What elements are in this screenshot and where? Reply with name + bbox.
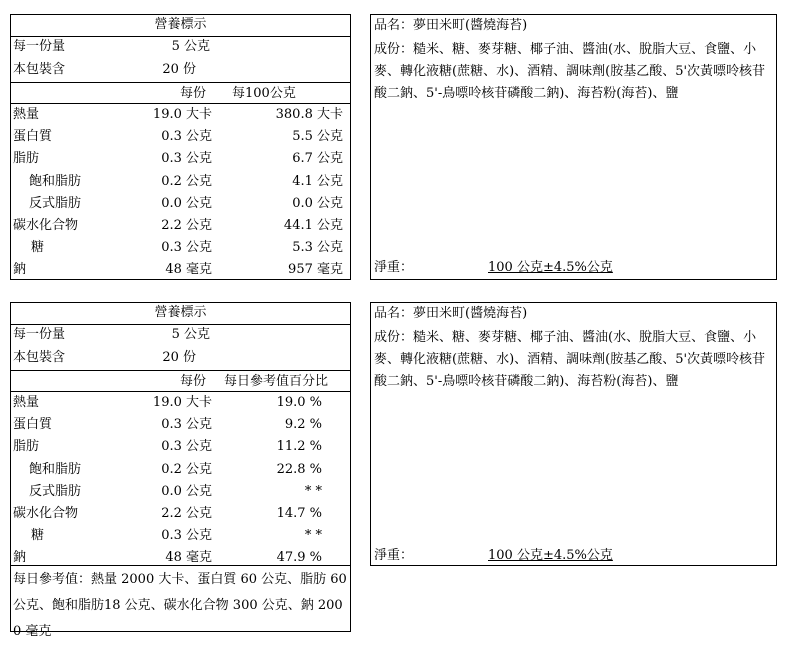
ingredients-text: 成份：糙米、糖、麥芽糖、椰子油、醬油(水、脫脂大豆、食鹽、小麥、轉化液糖(蔗糖、水)、酒精、調味劑(胺基乙酸、5'次黃嘌呤核苷酸二鈉、5'-鳥嘌呤核苷磷酸二鈉)、海苔粉(海苔)、鹽: [374, 330, 766, 389]
nutrient-daily-value: 19.0 %: [276, 395, 322, 410]
nutrient-per-100g: 44.1 公克: [283, 218, 343, 233]
nutrient-per-serving: 2.2 公克: [161, 218, 212, 233]
daily-value-footnote: 每日參考值：熱量 2000 大卡、蛋白質 60 公克、脂肪 60 公克、飽和脂肪18 公克、碳水化合物 300 公克、鈉 2000 毫克: [13, 572, 347, 639]
nutrition-title: 營養標示: [154, 17, 207, 32]
nutrient-per-serving: 48 毫克: [165, 550, 212, 566]
nutrient-name: 熱量: [13, 107, 40, 122]
nutrient-per-serving: 0.2 公克: [161, 173, 212, 189]
nutrient-name: 碳水化合物: [13, 218, 79, 233]
nutrient-per-100g: 957 毫克: [288, 262, 343, 278]
nutrient-name: 飽和脂肪: [29, 461, 82, 477]
ingredients-text: 成份：糙米、糖、麥芽糖、椰子油、醬油(水、脫脂大豆、食鹽、小麥、轉化液糖(蔗糖、水)、酒精、調味劑(胺基乙酸、5'次黃嘌呤核苷酸二鈉、5'-鳥嘌呤核苷磷酸二鈉)、海苔粉(海苔)、鹽: [374, 42, 766, 101]
servings-label: 本包裝含: [13, 62, 66, 77]
nutrient-name: 糖: [31, 528, 45, 544]
product-name: 品名：夢田米町(醬燒海苔): [374, 306, 528, 321]
col-per-serving: 每份: [180, 86, 207, 101]
nutrient-per-serving: 48 毫克: [165, 262, 212, 278]
nutrient-name: 反式脂肪: [29, 195, 82, 211]
nutrient-per-100g: 5.3 公克: [292, 240, 343, 256]
nutrition-title: 營養標示: [154, 305, 207, 320]
nutrient-per-serving: 0.3 公克: [161, 240, 212, 256]
nutrient-per-100g: 380.8 大卡: [275, 107, 343, 122]
nutrient-daily-value: * *: [304, 483, 322, 499]
divider: [10, 103, 351, 104]
divider: [10, 391, 351, 392]
nutrient-name: 反式脂肪: [29, 483, 82, 499]
nutrient-per-serving: 19.0 大卡: [152, 107, 212, 122]
nutrient-daily-value: 14.7 %: [276, 506, 322, 521]
nutrient-per-serving: 0.3 公克: [161, 417, 212, 433]
divider: [10, 370, 351, 371]
nutrient-name: 脂肪: [13, 439, 40, 455]
serving-size-value: 5 公克: [171, 327, 210, 342]
nutrient-per-serving: 0.3 公克: [161, 129, 212, 145]
divider: [10, 565, 351, 566]
serving-size-label: 每一份量: [13, 39, 66, 54]
nutrient-name: 蛋白質: [13, 129, 53, 145]
nutrient-per-serving: 0.0 公克: [161, 195, 212, 211]
servings-value: 20 份: [162, 62, 196, 77]
nutrient-per-serving: 0.3 公克: [161, 528, 212, 544]
serving-size-value: 5 公克: [171, 39, 210, 54]
product-name: 品名：夢田米町(醬燒海苔): [374, 18, 528, 33]
nutrient-daily-value: 22.8 %: [276, 461, 322, 477]
nutrient-name: 飽和脂肪: [29, 173, 82, 189]
nutrient-name: 鈉: [13, 262, 27, 278]
nutrient-per-serving: 0.3 公克: [161, 439, 212, 455]
col-per-100g: 每100公克: [232, 86, 296, 101]
nutrient-name: 鈉: [13, 550, 27, 566]
nutrient-per-serving: 0.0 公克: [161, 483, 212, 499]
net-weight-value-text: 100 公克±4.5%公克: [488, 548, 613, 563]
nutrient-name: 脂肪: [13, 151, 40, 167]
nutrient-per-100g: 4.1 公克: [292, 173, 343, 189]
nutrient-name: 蛋白質: [13, 417, 53, 433]
nutrient-per-100g: 6.7 公克: [292, 151, 343, 167]
serving-size-label: 每一份量: [13, 327, 66, 342]
net-weight-label: 淨重：: [374, 548, 414, 563]
nutrient-per-100g: 5.5 公克: [292, 129, 343, 145]
col-per-serving: 每份: [180, 374, 207, 389]
nutrient-name: 糖: [31, 240, 45, 256]
net-weight-value: [488, 546, 613, 566]
servings-value: 20 份: [162, 350, 196, 365]
nutrient-daily-value: * *: [304, 528, 322, 544]
nutrient-daily-value: 9.2 %: [284, 417, 322, 433]
nutrient-name: 碳水化合物: [13, 506, 79, 521]
nutrient-daily-value: 47.9 %: [276, 550, 322, 566]
net-weight-value-text: 100 公克±4.5%公克: [488, 260, 613, 275]
nutrient-per-serving: 0.2 公克: [161, 461, 212, 477]
nutrient-per-serving: 19.0 大卡: [152, 395, 212, 410]
net-weight-value: [488, 258, 613, 278]
nutrient-per-serving: 2.2 公克: [161, 506, 212, 521]
nutrient-per-serving: 0.3 公克: [161, 151, 212, 167]
col-daily-value: 每日參考值百分比: [224, 374, 329, 389]
servings-label: 本包裝含: [13, 350, 66, 365]
divider: [10, 82, 351, 83]
nutrient-per-100g: 0.0 公克: [292, 195, 343, 211]
nutrient-daily-value: 11.2 %: [276, 439, 322, 455]
nutrient-name: 熱量: [13, 395, 40, 410]
net-weight-label: 淨重：: [374, 260, 414, 275]
